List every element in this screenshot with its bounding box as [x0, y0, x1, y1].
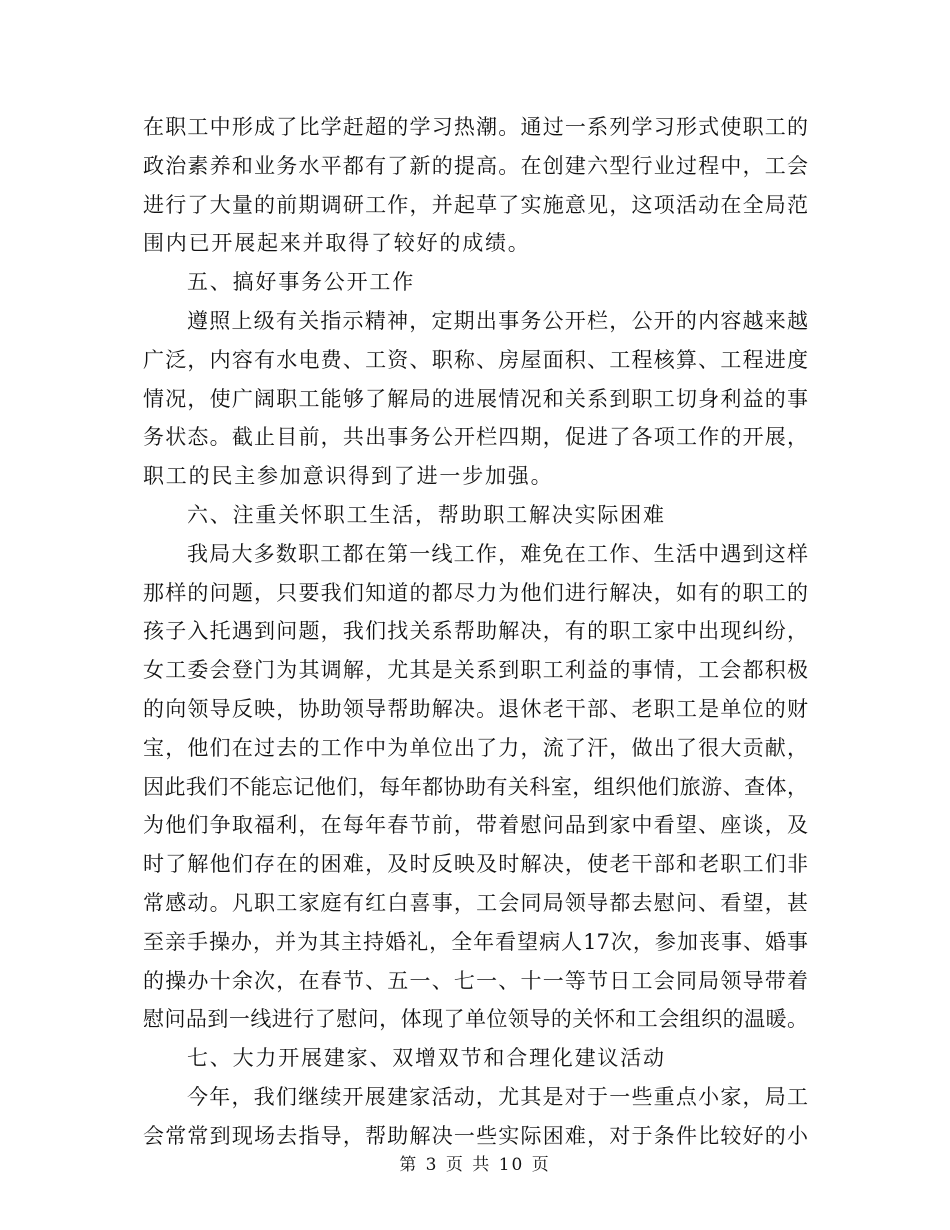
text-line: 宝，他们在过去的工作中为单位出了力，流了汗，做出了很大贡献，	[143, 735, 808, 760]
text-line: 慰问品到一线进行了慰问，体现了单位领导的关怀和工会组织的温暖。	[143, 1007, 808, 1032]
text-line: 我局大多数职工都在第一线工作，难免在工作、生活中遇到这样	[187, 541, 808, 566]
text-line: 围内已开展起来并取得了较好的成绩。	[143, 231, 531, 256]
section-heading-6: 六、注重关怀职工生活，帮助职工解决实际困难	[187, 502, 666, 527]
text-line: 的向领导反映，协助领导帮助解决。退休老干部、老职工是单位的财	[143, 696, 808, 721]
text-line: 时了解他们存在的困难，及时反映及时解决，使老干部和老职工们非	[143, 852, 808, 877]
text-line: 在职工中形成了比学赶超的学习热潮。通过一系列学习形式使职工的	[143, 115, 808, 139]
text-line: 常感动。凡职工家庭有红白喜事，工会同局领导都去慰问、看望，甚	[143, 890, 808, 915]
text-line: 的操办十余次，在春节、五一、七一、十一等节日工会同局领导带着	[143, 968, 808, 993]
text-line: 至亲手操办，并为其主持婚礼，全年看望病人17次，参加丧事、婚事	[143, 929, 808, 954]
text-line: 为他们争取福利，在每年春节前，带着慰问品到家中看望、座谈，及	[143, 813, 808, 838]
text-line: 政治素养和业务水平都有了新的提高。在创建六型行业过程中，工会	[143, 153, 808, 178]
text-line: 务状态。截止目前，共出事务公开栏四期，促进了各项工作的开展，	[143, 425, 808, 450]
page-number-footer: 第 3 页 共 10 页	[399, 1155, 551, 1175]
document-body	[143, 108, 808, 1156]
text-line: 那样的问题，只要我们知道的都尽力为他们进行解决，如有的职工的	[143, 580, 808, 605]
text-line: 今年，我们继续开展建家活动，尤其是对于一些重点小家，局工	[187, 1084, 808, 1109]
text-line: 情况，使广阔职工能够了解局的进展情况和关系到职工切身利益的事	[143, 386, 808, 411]
section-heading-7: 七、大力开展建家、双增双节和合理化建议活动	[187, 1046, 666, 1071]
text-line: 职工的民主参加意识得到了进一步加强。	[143, 464, 554, 489]
text-line: 广泛，内容有水电费、工资、职称、房屋面积、工程核算、工程进度	[143, 347, 808, 372]
text-line: 孩子入托遇到问题，我们找关系帮助解决，有的职工家中出现纠纷，	[143, 619, 808, 644]
text-line: 会常常到现场去指导，帮助解决一些实际困难，对于条件比较好的小	[143, 1123, 808, 1148]
text-line: 进行了大量的前期调研工作，并起草了实施意见，这项活动在全局范	[143, 192, 808, 217]
text-line: 遵照上级有关指示精神，定期出事务公开栏，公开的内容越来越	[187, 308, 808, 333]
text-line: 女工委会登门为其调解，尤其是关系到职工利益的事情，工会都积极	[143, 658, 808, 683]
text-line: 因此我们不能忘记他们，每年都协助有关科室，组织他们旅游、查体，	[143, 774, 808, 799]
section-heading-5: 五、搞好事务公开工作	[187, 270, 415, 295]
